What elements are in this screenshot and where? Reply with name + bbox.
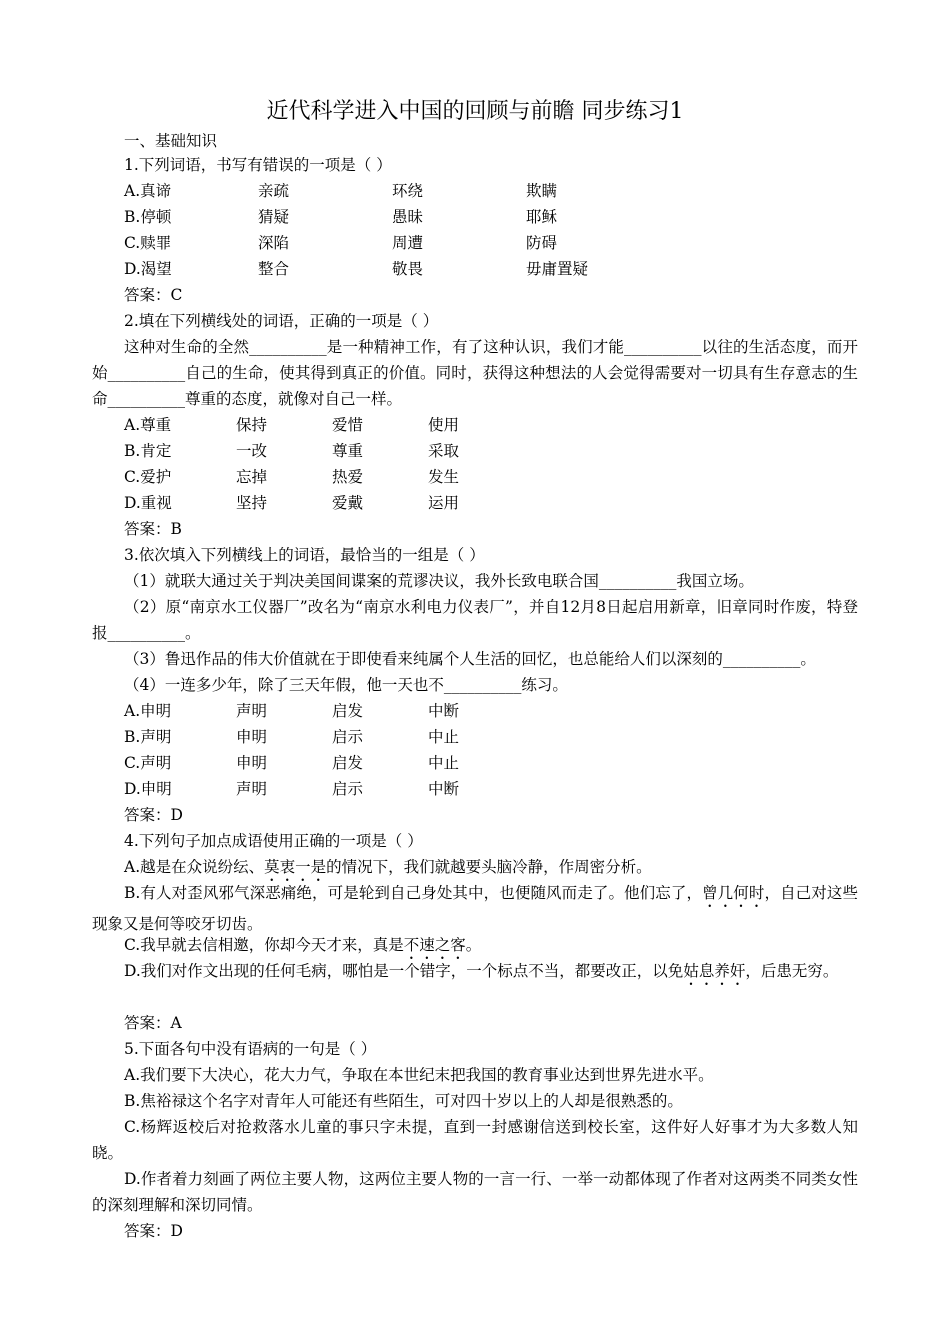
option-label: A.真谛 [124,182,172,200]
option-text: 。 [465,936,482,954]
q4-answer: 答案：A [124,1014,182,1032]
option-text: ，自己对这些现象又是何等咬牙切齿。 [92,884,858,933]
option-text: 的情况下，我们就越要头脑冷静，作周密分析。 [326,858,652,876]
option-word: 一改 [236,442,268,460]
q2-passage: 这种对生命的全然__________是一种精神工作，有了这种认识，我们才能__________以往的生活态度，而开始__________自己的生命，使其得到真正的价值。同时，获得这种想法的人会觉得需要对一切具有生存意志的生命__________尊重的态度，就像对自己一样。 [92,338,858,408]
option-word: 发生 [428,468,460,486]
option-text: D.我们对作文出现的任何毛病，哪怕是一个错字，一个标点不当，都要改正，以免 [124,962,684,980]
option-word: 运用 [428,494,460,512]
q5-option-c: C.杨辉返校后对抢救落水儿童的事只字未提，直到一封感谢信送到校长室，这件好人好事才为大多数人知晓。 [92,1118,858,1162]
option-word: 耶稣 [526,208,558,226]
q5-option-a: A.我们要下大决心，花大力气，争取在本世纪末把我国的教育事业达到世界先进水平。 [124,1066,714,1084]
option-word: 周遭 [392,234,424,252]
q1-option-a [124,178,844,204]
option-word: 亲疏 [258,182,290,200]
option-word: 启发 [332,702,364,720]
q3-answer: 答案：D [124,806,183,824]
option-word: 声明 [236,780,268,798]
q3-sentence-2: （2）原“南京水工仪器厂”改名为“南京水利电力仪表厂”，并自12月8日起启用新章，旧章同时作废，特登报__________。 [92,598,858,642]
option-word: 中止 [428,754,460,772]
q3-option-d [124,776,844,802]
section-heading: 一、基础知识 [124,132,218,150]
option-label: D.重视 [124,494,172,512]
q3-sentence-1: （1）就联大通过关于判决美国间谍案的荒谬决议，我外长致电联合国__________我国立场。 [124,572,754,590]
option-label: C.爱护 [124,468,172,486]
q3-option-a [124,698,844,724]
option-word: 启发 [332,754,364,772]
q2-option-a [124,412,844,438]
option-label: B.停顿 [124,208,172,226]
option-label: B.声明 [124,728,172,746]
option-word: 声明 [236,702,268,720]
option-word: 欺瞒 [526,182,558,200]
option-word: 防碍 [526,234,558,252]
dotted-idiom: 姑息养奸 [683,962,746,980]
option-word: 毋庸置疑 [526,260,589,278]
option-word: 申明 [236,728,268,746]
option-text: ，后患无穷。 [745,962,839,980]
q1-option-c [124,230,844,256]
option-word: 使用 [428,416,460,434]
option-word: 环绕 [392,182,424,200]
q3-sentence-3: （3）鲁迅作品的伟大价值就在于即使看来纯属个人生活的回忆，也总能给人们以深刻的__________。 [124,650,816,668]
option-text: A.越是在众说纷纭、 [124,858,265,876]
q2-answer: 答案：B [124,520,182,538]
q4-option-d [92,958,858,989]
option-label: D.申明 [124,780,172,798]
document-title: 近代科学进入中国的回顾与前瞻 同步练习1 [266,99,684,124]
q4-stem: 4.下列句子加点成语使用正确的一项是（ ） [124,832,423,850]
q1-answer: 答案：C [124,286,183,304]
q5-option-b: B.焦裕禄这个名字对青年人可能还有些陌生，可对四十岁以上的人却是很熟悉的。 [124,1092,683,1110]
option-word: 敬畏 [392,260,424,278]
option-word: 整合 [258,260,290,278]
option-word: 忘掉 [236,468,268,486]
q5-answer: 答案：D [124,1222,183,1240]
dotted-idiom: 曾几何时 [702,884,765,902]
option-word: 尊重 [332,442,364,460]
option-word: 愚昧 [392,208,424,226]
option-word: 采取 [428,442,460,460]
dotted-idiom: 莫衷一是 [264,858,327,876]
option-word: 申明 [236,754,268,772]
q1-stem: 1.下列词语，书写有错误的一项是（ ） [124,156,392,174]
option-label: B.肯定 [124,442,172,460]
option-word: 猜疑 [258,208,290,226]
option-label: C.赎罪 [124,234,172,252]
option-text: C.我早就去信相邀，你却今天才来，真是 [124,936,404,954]
option-word: 启示 [332,728,364,746]
option-word: 爱戴 [332,494,364,512]
q1-option-d [124,256,844,282]
option-text: B.有人对歪风邪气深恶痛绝，可是轮到自己身处其中，也便随风而走了。他们忘了， [124,884,703,902]
option-label: A.申明 [124,702,172,720]
option-word: 爱惜 [332,416,364,434]
q4-option-b [92,880,858,937]
dotted-idiom: 不速之客 [403,936,466,954]
q3-stem: 3.依次填入下列横线上的词语，最恰当的一组是（ ） [124,546,485,564]
q3-sentence-4: （4）一连多少年，除了三天年假，他一天也不__________练习。 [124,676,568,694]
option-word: 坚持 [236,494,268,512]
option-word: 深陷 [258,234,290,252]
option-word: 保持 [236,416,268,434]
option-word: 中断 [428,702,460,720]
option-word: 热爱 [332,468,364,486]
option-label: D.渴望 [124,260,172,278]
q2-option-b [124,438,844,464]
option-label: A.尊重 [124,416,172,434]
q3-option-c [124,750,844,776]
option-label: C.声明 [124,754,172,772]
option-word: 中止 [428,728,460,746]
option-word: 启示 [332,780,364,798]
q2-option-d [124,490,844,516]
q3-option-b [124,724,844,750]
option-word: 中断 [428,780,460,798]
q2-stem: 2.填在下列横线处的词语，正确的一项是（ ） [124,312,439,330]
q5-stem: 5.下面各句中没有语病的一句是（ ） [124,1040,377,1058]
q5-option-d: D.作者着力刻画了两位主要人物，这两位主要人物的一言一行、一举一动都体现了作者对这两类不同类女性的深刻理解和深切同情。 [92,1170,858,1214]
q2-option-c [124,464,844,490]
q1-option-b [124,204,844,230]
